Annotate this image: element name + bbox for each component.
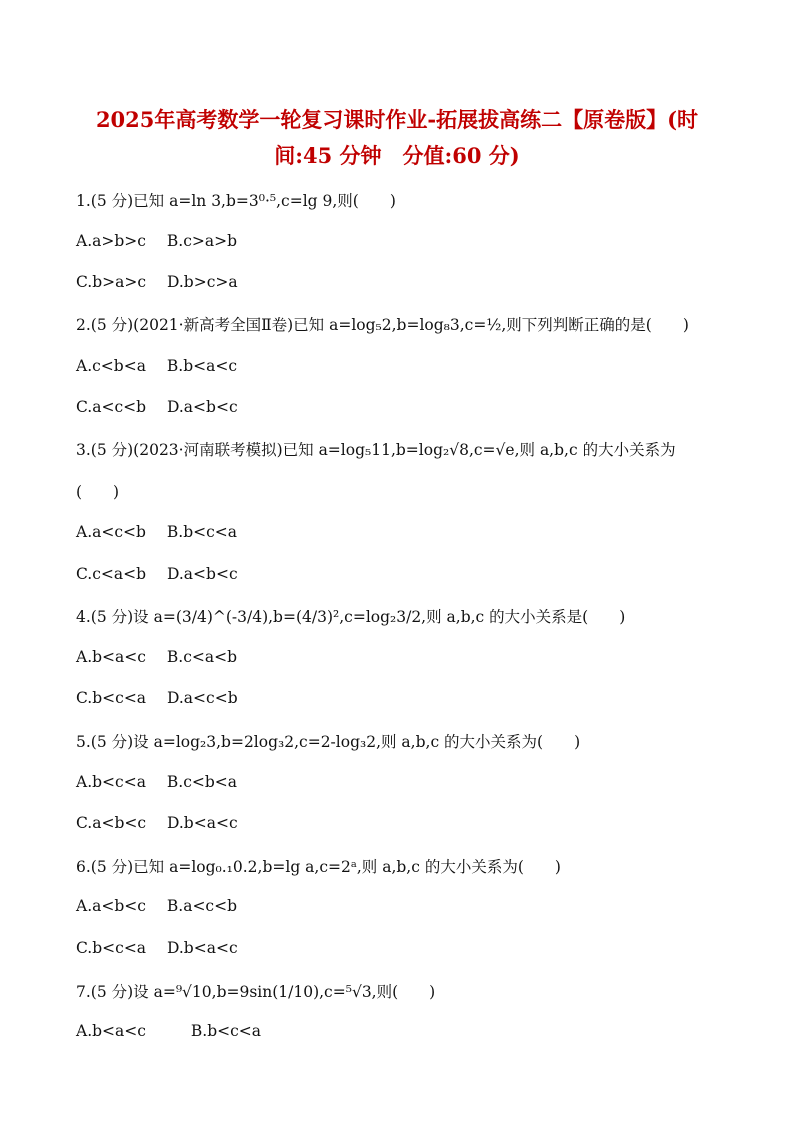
question-3-option-b: B.b<c<a (166, 523, 238, 541)
question-2-option-b: B.b<a<c (166, 357, 238, 375)
question-7-option-b: B.b<c<a (190, 1022, 262, 1040)
title-line-1: 2025年高考数学一轮复习课时作业-拓展拔高练二【原卷版】(时 (95, 107, 699, 132)
question-5-option-b: B.c<b<a (166, 773, 238, 791)
question-6-option-a: A.a<b<c (76, 897, 146, 915)
question-2-options-row-1 (76, 357, 253, 375)
question-6-options-row-1 (76, 897, 253, 915)
question-1-option-d: D.b>c>a (167, 273, 238, 291)
question-2-options-row-2 (76, 398, 254, 416)
question-2-option-c: C.a<c<b (76, 398, 147, 416)
question-1-option-a: A.a>b>c (76, 232, 146, 250)
question-4-stem: 4.(5 分)设 a=(3/4)^(-3/4),b=(4/3)²,c=log₂3/2,则 a,b,c 的大小关系是( ) (76, 608, 626, 626)
question-3-stem-continued: ( ) (76, 483, 120, 501)
question-3-stem: 3.(5 分)(2023·河南联考模拟)已知 a=log₅11,b=log₂√8,c=√e,则 a,b,c 的大小关系为 (76, 441, 676, 459)
question-3-option-a: A.a<c<b (76, 523, 146, 541)
question-5-options-row-2 (76, 814, 254, 832)
title-line-2: 间:45 分钟 分值:60 分) (274, 143, 520, 168)
question-5-option-c: C.a<b<c (76, 814, 147, 832)
question-7-option-a: A.b<a<c (76, 1022, 146, 1040)
question-5-option-a: A.b<c<a (76, 773, 146, 791)
question-6-option-b: B.a<c<b (166, 897, 238, 915)
question-6-options-row-2 (76, 939, 254, 957)
document-title (60, 102, 734, 174)
question-5-stem: 5.(5 分)设 a=log₂3,b=2log₃2,c=2-log₃2,则 a,b,c 的大小关系为( ) (76, 733, 581, 751)
question-2-option-d: D.a<b<c (167, 398, 238, 416)
question-4-options-row-1 (76, 648, 253, 666)
question-7-options-row-1 (76, 1022, 277, 1040)
question-3-option-d: D.a<b<c (167, 565, 238, 583)
question-7-stem: 7.(5 分)设 a=⁹√10,b=9sin(1/10),c=⁵√3,则( ) (76, 983, 436, 1001)
question-3-options-row-2 (76, 565, 254, 583)
question-6-option-c: C.b<c<a (76, 939, 147, 957)
question-1-options-row-1 (76, 232, 253, 250)
question-4-option-b: B.c<a<b (166, 648, 238, 666)
question-4-option-c: C.b<c<a (76, 689, 147, 707)
question-5-option-d: D.b<a<c (167, 814, 238, 832)
question-6-option-d: D.b<a<c (167, 939, 238, 957)
question-4-options-row-2 (76, 689, 254, 707)
question-1-options-row-2 (76, 273, 254, 291)
question-6-stem: 6.(5 分)已知 a=log₀.₁0.2,b=lg a,c=2ᵃ,则 a,b,c 的大小关系为( ) (76, 858, 561, 876)
question-1-option-b: B.c>a>b (166, 232, 238, 250)
question-1-stem: 1.(5 分)已知 a=ln 3,b=3⁰·⁵,c=lg 9,则( ) (76, 192, 396, 210)
question-2-stem: 2.(5 分)(2021·新高考全国Ⅱ卷)已知 a=log₅2,b=log₈3,c=½,则下列判断正确的是( ) (76, 316, 689, 334)
question-3-options-row-1 (76, 523, 253, 541)
question-4-option-d: D.a<c<b (167, 689, 238, 707)
question-4-option-a: A.b<a<c (76, 648, 146, 666)
question-3-option-c: C.c<a<b (76, 565, 147, 583)
question-2-option-a: A.c<b<a (76, 357, 146, 375)
question-5-options-row-1 (76, 773, 253, 791)
question-1-option-c: C.b>a>c (76, 273, 147, 291)
